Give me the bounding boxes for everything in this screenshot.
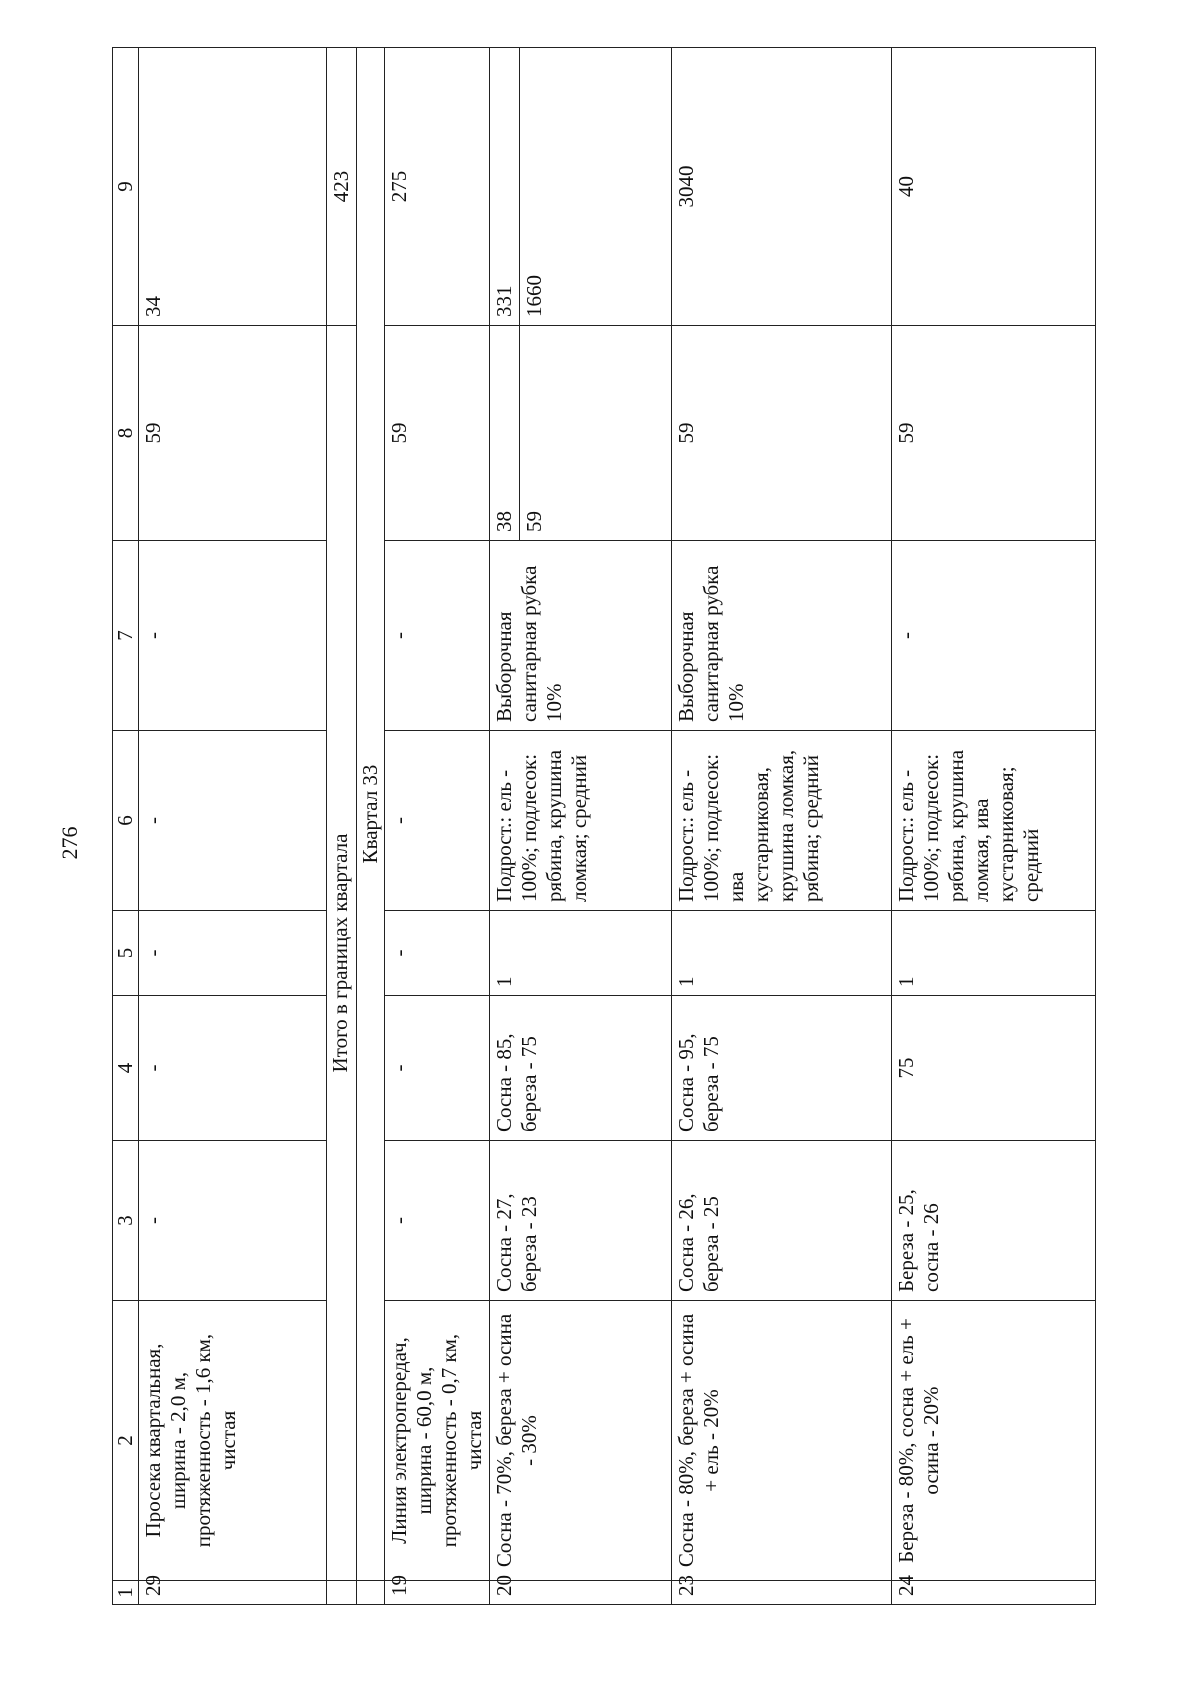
- cell-col-5: 1: [892, 911, 1096, 996]
- table-row: [385, 48, 490, 1605]
- cell-col-5: -: [139, 911, 327, 996]
- table-row: [892, 48, 1096, 1605]
- cell-col-6-text: Подрост.: ель - 100%; подлесок: рябина, крушина ломкая, ива кустарниковая; средний: [894, 749, 1043, 902]
- total-row: [327, 48, 357, 1605]
- section-row: [357, 48, 385, 1605]
- table-row: [490, 48, 672, 1605]
- cell-col-4: 75: [892, 996, 1096, 1141]
- cell-col-7: Выборочная санитарная рубка 10%: [672, 541, 892, 731]
- page-number: 276: [57, 826, 82, 860]
- forest-register-table: [112, 47, 1096, 1605]
- column-header-3: 3: [113, 1141, 139, 1301]
- cell-col-8-bottom: 59: [522, 511, 546, 532]
- cell-col-9-top: 331: [490, 48, 520, 325]
- cell-col-9: 3040: [672, 48, 892, 326]
- column-header-5: 5: [113, 911, 139, 996]
- cell-col-8-top: 38: [490, 326, 520, 540]
- cell-col-9: 40: [892, 48, 1096, 326]
- cell-col-9: [490, 48, 672, 326]
- column-header-1: 1: [113, 1581, 139, 1605]
- column-header-7: 7: [113, 541, 139, 731]
- cell-col-9: 275: [385, 48, 490, 326]
- cell-col-8: 59: [139, 326, 327, 541]
- cell-number: 19: [385, 1581, 490, 1605]
- cell-number: 20: [490, 1581, 672, 1605]
- cell-number: 24: [892, 1581, 1096, 1605]
- cell-col-7: Выборочная санитарная рубка 10%: [490, 541, 672, 731]
- table-row: [139, 48, 327, 1605]
- column-header-9: 9: [113, 48, 139, 326]
- cell-col-7: -: [385, 541, 490, 731]
- cell-col-5: 1: [490, 911, 672, 996]
- cell-description: Сосна - 70%, береза + осина - 30%: [490, 1301, 672, 1581]
- header-row: [113, 48, 139, 1605]
- cell-number: 23: [672, 1581, 892, 1605]
- cell-col-6: [892, 731, 1096, 911]
- cell-col-4: -: [139, 996, 327, 1141]
- cell-col-6: [672, 731, 892, 911]
- table-row: [672, 48, 892, 1605]
- cell-col-8: 59: [672, 326, 892, 541]
- cell-age: -: [139, 1141, 327, 1301]
- cell-col-5: -: [385, 911, 490, 996]
- cell-age: Береза - 25, сосна - 26: [892, 1141, 1096, 1301]
- total-label: Итого в границах квартала: [327, 326, 357, 1581]
- cell-col-6-text: Подрост.: ель - 100%; подлесок: рябина, крушина ломкая; средний: [492, 749, 591, 902]
- cell-number: [357, 1581, 385, 1605]
- cell-age: -: [385, 1141, 490, 1301]
- cell-col-6: -: [385, 731, 490, 911]
- total-value: 423: [327, 48, 357, 326]
- cell-col-6-text: Подрост.: ель - 100%; подлесок: ива кустарниковая, крушина ломкая, рябина; средний: [674, 749, 823, 902]
- column-header-8: 8: [113, 326, 139, 541]
- cell-description: Береза - 80%, сосна + ель + осина - 20%: [892, 1301, 1096, 1581]
- cell-col-7: -: [892, 541, 1096, 731]
- cell-col-7: -: [139, 541, 327, 731]
- cell-col-8: 59: [385, 326, 490, 541]
- cell-col-4: -: [385, 996, 490, 1141]
- rotated-table-wrapper: [112, 48, 1080, 1605]
- column-header-6: 6: [113, 731, 139, 911]
- section-label: Квартал 33: [357, 48, 385, 1581]
- cell-col-6: -: [139, 731, 327, 911]
- cell-col-9: 34: [139, 48, 327, 326]
- cell-col-8: [490, 326, 672, 541]
- cell-col-6: [490, 731, 672, 911]
- cell-description: Сосна - 80%, береза + осина + ель - 20%: [672, 1301, 892, 1581]
- cell-col-8: 59: [892, 326, 1096, 541]
- cell-col-9-bottom: 1660: [522, 275, 546, 317]
- cell-description: Линия электропередач, ширина - 60,0 м, протяженность - 0,7 км, чистая: [385, 1301, 490, 1581]
- cell-col-4: Сосна - 95, береза - 75: [672, 996, 892, 1141]
- column-header-4: 4: [113, 996, 139, 1141]
- cell-description: Просека квартальная, ширина - 2,0 м, протяженность - 1,6 км, чистая: [139, 1301, 327, 1581]
- cell-col-5: 1: [672, 911, 892, 996]
- cell-number: 29: [139, 1581, 327, 1605]
- cell-col-4: Сосна - 85, береза - 75: [490, 996, 672, 1141]
- column-header-2: 2: [113, 1301, 139, 1581]
- cell-age: Сосна - 27, береза - 23: [490, 1141, 672, 1301]
- cell-age: Сосна - 26, береза - 25: [672, 1141, 892, 1301]
- cell-number: [327, 1581, 357, 1605]
